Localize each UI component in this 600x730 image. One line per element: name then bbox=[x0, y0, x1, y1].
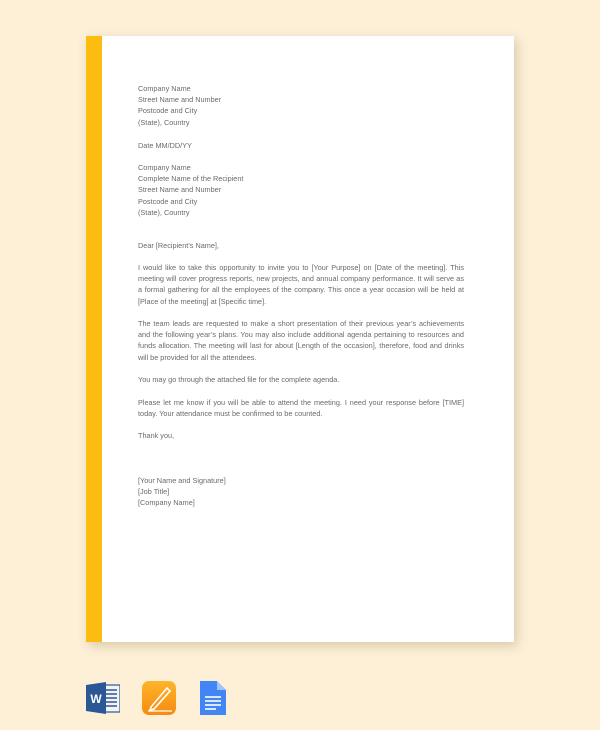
text-line: [Your Name and Signature] bbox=[138, 476, 226, 485]
salutation: Dear [Recipient’s Name], bbox=[138, 241, 219, 250]
text-line: funds allocation. The meeting will last for about [Length of the occasion], therefore, food and drinks bbox=[138, 341, 464, 351]
text-line: (State), Country bbox=[138, 207, 190, 217]
text-line: Complete Name of the Recipient bbox=[138, 174, 244, 184]
recipient-address bbox=[138, 162, 464, 218]
sender-address bbox=[138, 83, 464, 128]
text-line: [Job Title] bbox=[138, 487, 170, 497]
text-line: You may go through the attached file for the complete agenda. bbox=[138, 375, 340, 384]
text-line: I would like to take this opportunity to invite you to [Your Purpose] on [Date of the meeting]. This bbox=[138, 263, 464, 272]
letter-preview bbox=[86, 36, 514, 642]
text-line: Company Name bbox=[138, 163, 191, 172]
text-line: a formal gathering for all the employees of the company. This once a year occasion will be held at bbox=[138, 285, 464, 295]
text-line: Street Name and Number bbox=[138, 95, 222, 105]
text-line: Postcode and City bbox=[138, 106, 198, 116]
text-line: [Company Name] bbox=[138, 498, 195, 508]
closing: Thank you, bbox=[138, 431, 175, 440]
paragraph-4 bbox=[138, 397, 464, 419]
letter-date: Date MM/DD/YY bbox=[138, 141, 192, 150]
paragraph-3 bbox=[138, 374, 464, 385]
text-line: The team leads are requested to make a short presentation of their previous year’s achievements bbox=[138, 319, 464, 328]
text-line: [Place of the meeting] at [Specific time]. bbox=[138, 296, 267, 306]
text-line: (State), Country bbox=[138, 117, 190, 127]
text-line: Please let me know if you will be able to attend the meeting. I need your response before [TIME] bbox=[138, 398, 464, 407]
signature-block bbox=[138, 475, 464, 509]
google-docs-icon[interactable] bbox=[196, 681, 230, 715]
word-icon[interactable] bbox=[86, 681, 120, 715]
pages-icon[interactable] bbox=[142, 681, 176, 715]
svg-text:W: W bbox=[90, 692, 102, 706]
paragraph-1 bbox=[138, 262, 464, 307]
paragraph-2 bbox=[138, 318, 464, 363]
text-line: meeting will cover progress reports, new projects, and annual company performance. It will serve as bbox=[138, 274, 464, 284]
text-line: Street Name and Number bbox=[138, 185, 222, 195]
accent-bar bbox=[86, 36, 102, 642]
text-line: today. Your attendance must be confirmed to be counted. bbox=[138, 409, 323, 419]
text-line: Company Name bbox=[138, 84, 191, 93]
text-line: and the following year’s plans. You may also include additional agenda pertaining to resources and bbox=[138, 330, 464, 340]
text-line: Postcode and City bbox=[138, 196, 198, 206]
text-line: will be provided for all the attendees. bbox=[138, 352, 257, 362]
